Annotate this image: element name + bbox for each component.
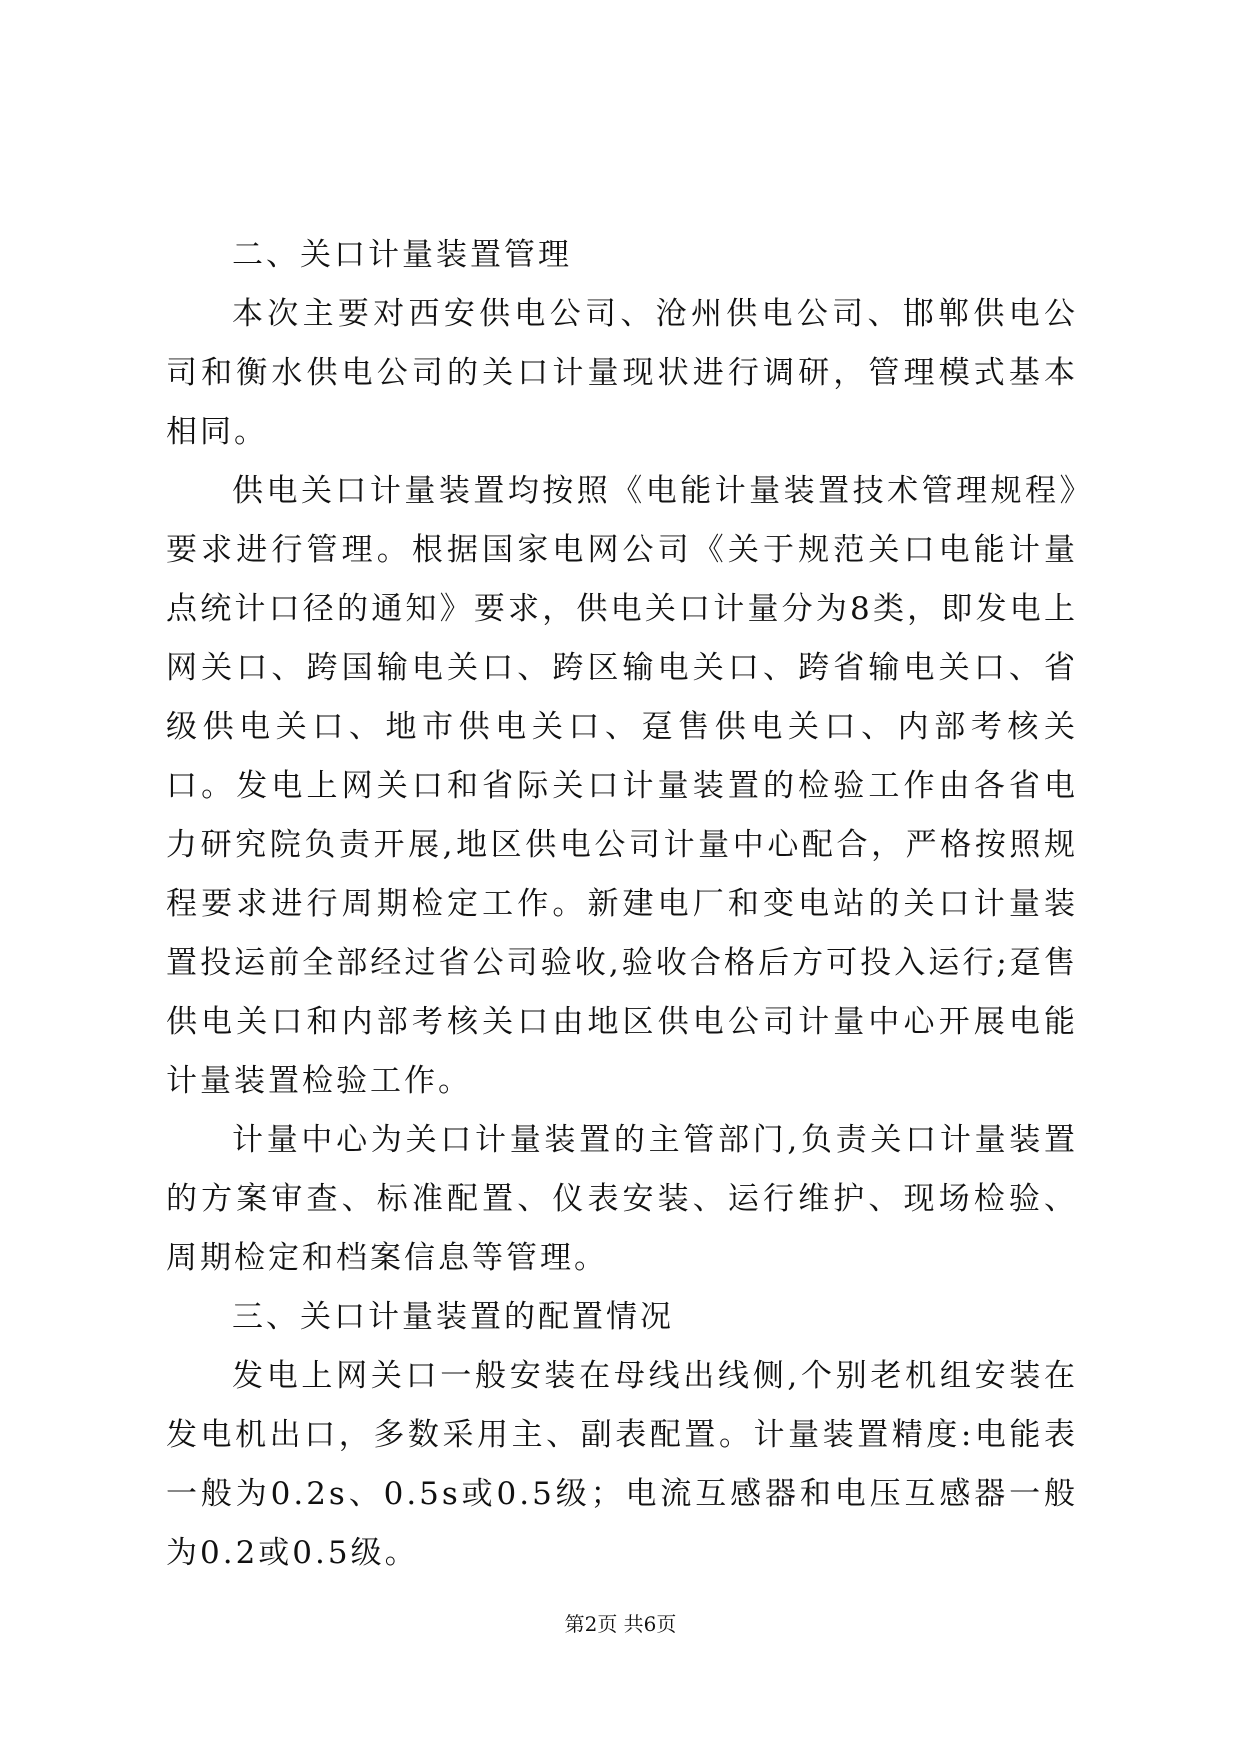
section-heading-3: 三、关口计量装置的配置情况 [232,1299,674,1335]
document-body [166,226,1078,1583]
paragraph-configuration: 发电上网关口一般安装在母线出线侧,个别老机组安装在发电机出口，多数采用主、副表配置。计量装置精度:电能表一般为0.2s、0.5s或0.5级；电流互感器和电压互感器一般为0.2或0.5级。 [166,1358,1078,1571]
paragraph-management: 供电关口计量装置均按照《电能计量装置技术管理规程》要求进行管理。根据国家电网公司《关于规范关口电能计量点统计口径的通知》要求，供电关口计量分为8类，即发电上网关口、跨国输电关口、跨区输电关口、跨省输电关口、省级供电关口、地市供电关口、趸售供电关口、内部考核关口。发电上网关口和省际关口计量装置的检验工作由各省电力研究院负责开展,地区供电公司计量中心配合，严格按照规程要求进行周期检定工作。新建电厂和变电站的关口计量装置投运前全部经过省公司验收,验收合格后方可投入运行;趸售供电关口和内部考核关口由地区供电公司计量中心开展电能计量装置检验工作。 [166,473,1078,1099]
paragraph-metering-center: 计量中心为关口计量装置的主管部门,负责关口计量装置的方案审查、标准配置、仪表安装、运行维护、现场检验、周期检定和档案信息等管理。 [166,1122,1078,1276]
page-footer: 第2页 共6页 [564,1612,677,1636]
paragraph-survey: 本次主要对西安供电公司、沧州供电公司、邯郸供电公司和衡水供电公司的关口计量现状进行调研，管理模式基本相同。 [166,296,1078,450]
section-heading-2: 二、关口计量装置管理 [232,237,572,273]
